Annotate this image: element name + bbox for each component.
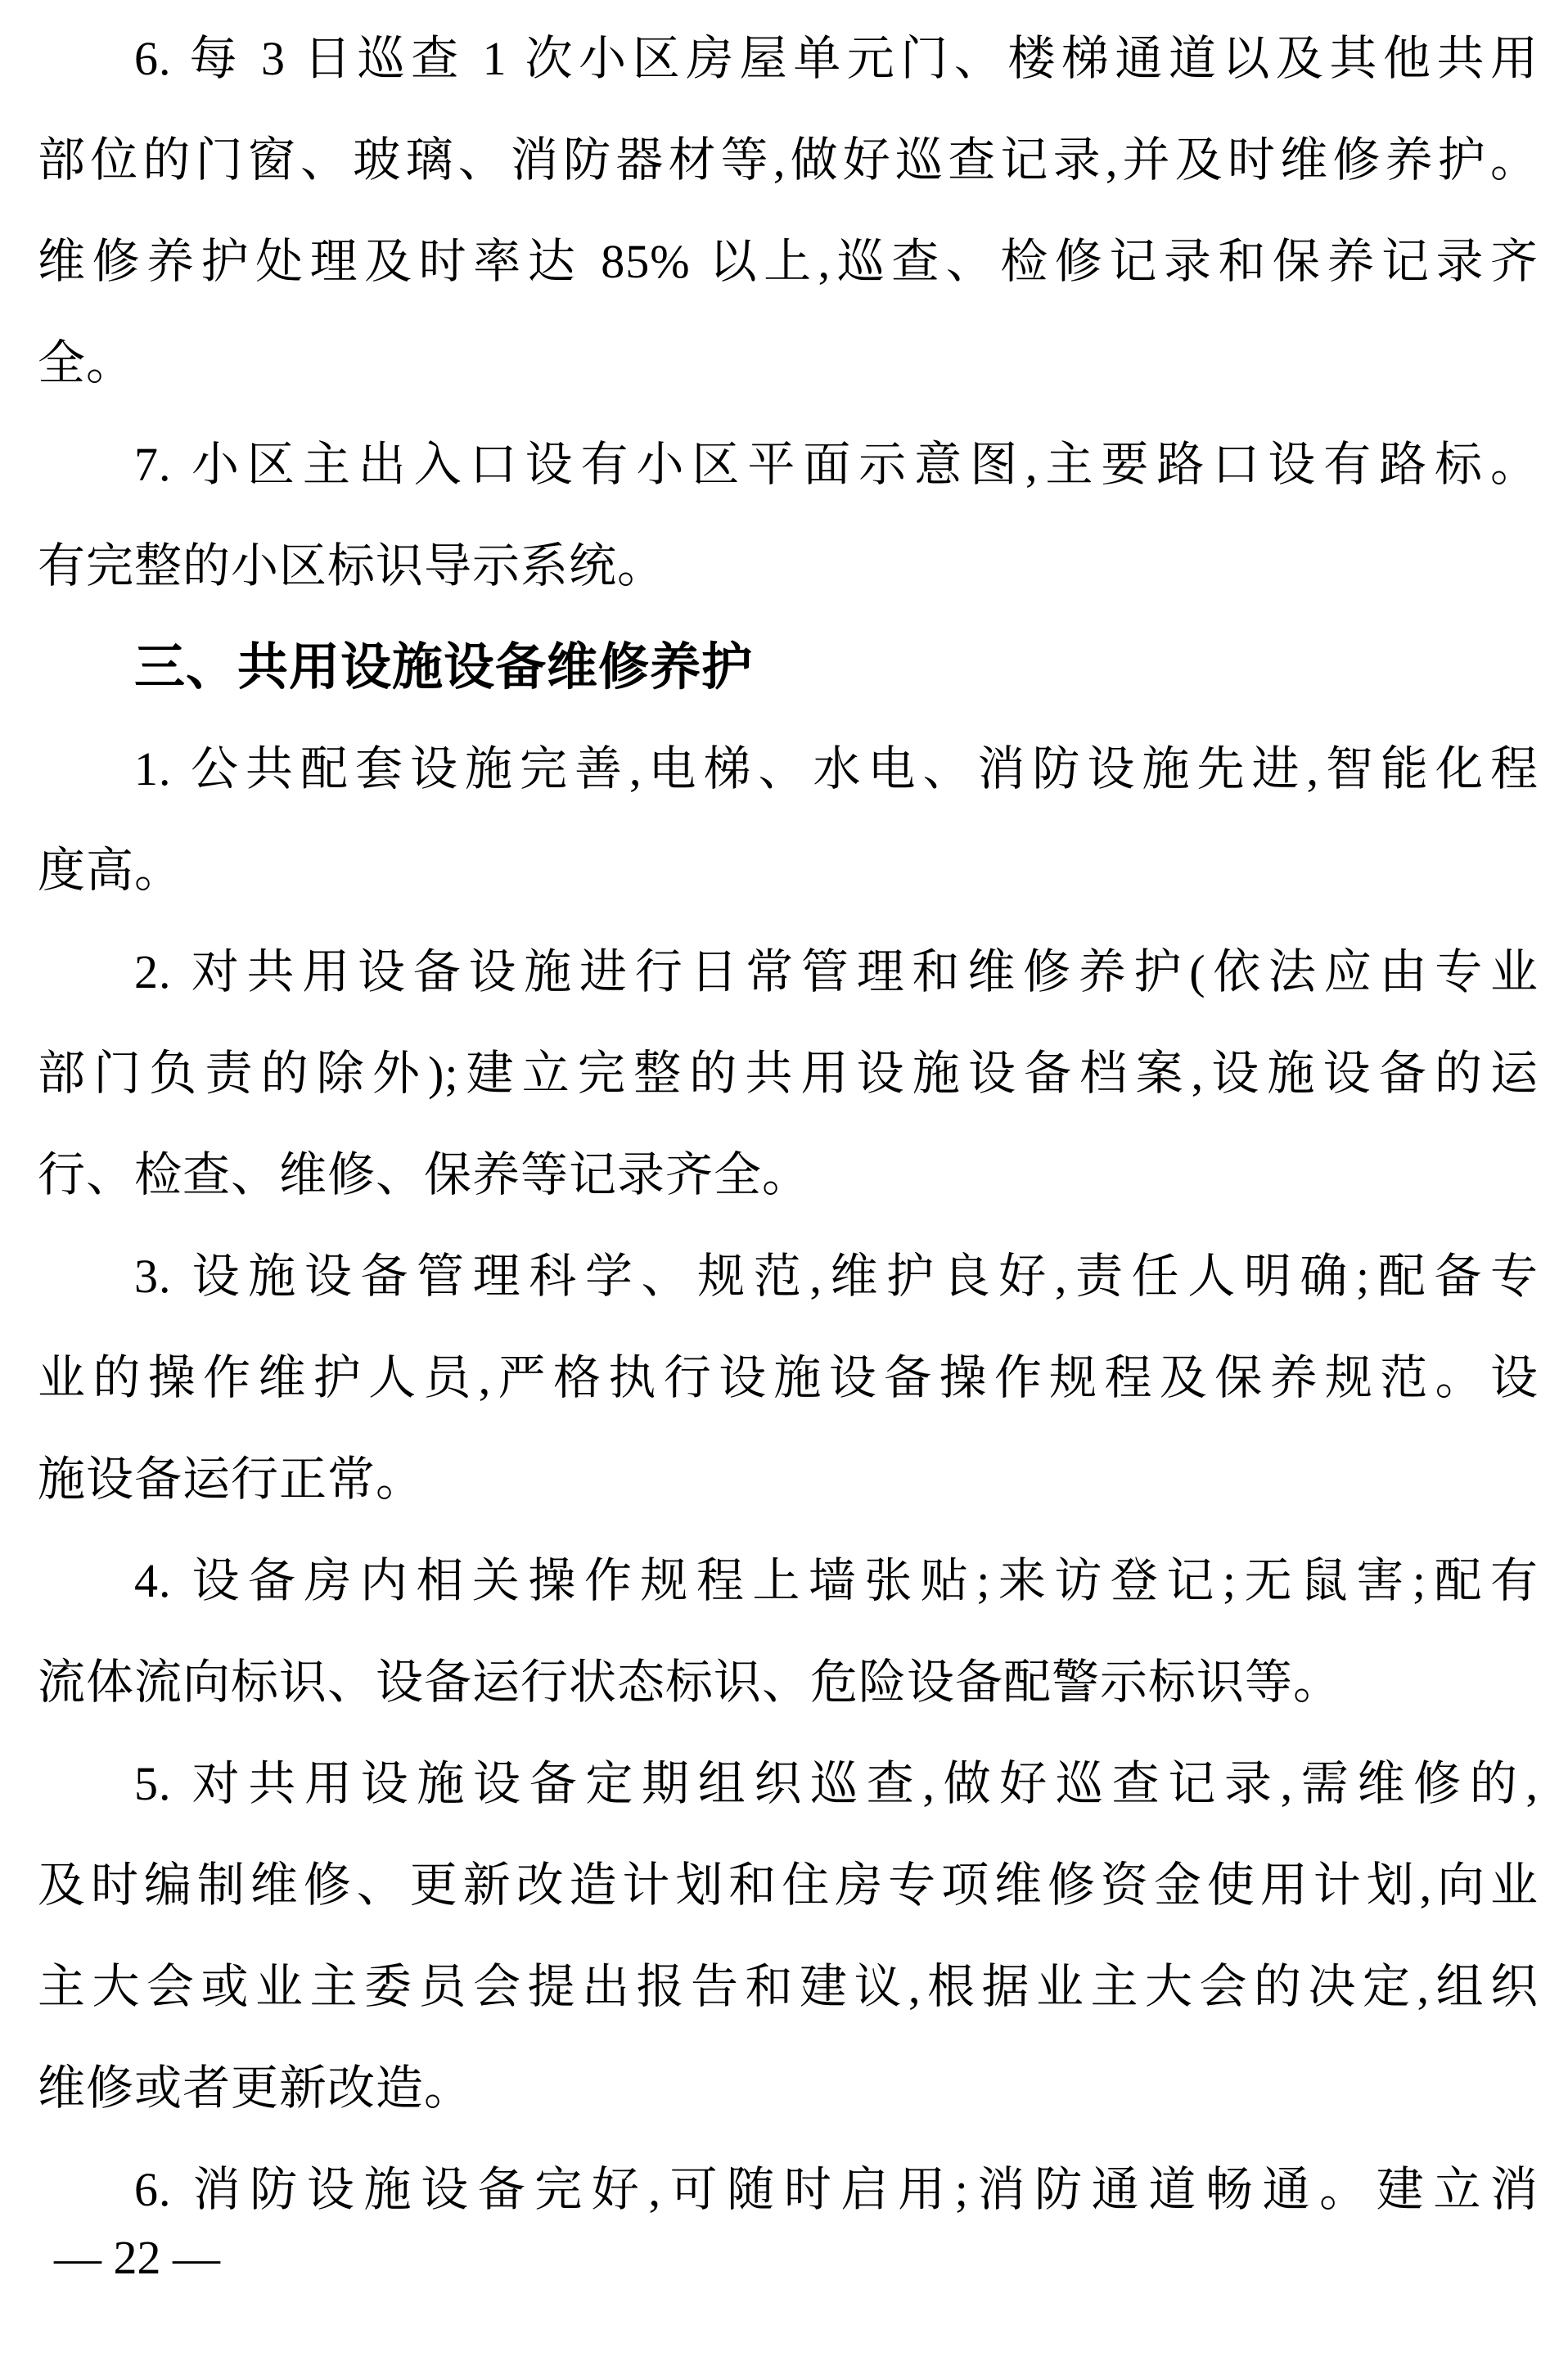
text-line: 6. 每 3 日巡查 1 次小区房屋单元门、楼梯通道以及其他共用: [134, 32, 1539, 85]
text-line: 4. 设备房内相关操作规程上墙张贴;来访登记;无鼠害;配有: [134, 1554, 1539, 1607]
text-line: 流体流向标识、设备运行状态标识、危险设备配警示标识等。: [38, 1656, 1342, 1709]
text-line: 3. 设施设备管理科学、规范,维护良好,责任人明确;配备专: [134, 1250, 1539, 1303]
text-line: 施设备运行正常。: [38, 1453, 425, 1506]
text-line: 部门负责的除外);建立完整的共用设施设备档案,设施设备的运: [38, 1047, 1539, 1100]
item-6-building-patrol: [38, 8, 1539, 414]
text-column: [38, 8, 1539, 2241]
item-1-public-facilities: [38, 719, 1539, 921]
text-line: 维修养护处理及时率达 85% 以上,巡查、检修记录和保养记录齐: [38, 235, 1539, 288]
section-3-heading: [38, 617, 1539, 719]
text-line: 全。: [38, 336, 135, 390]
item-3-scientific-management: [38, 1226, 1539, 1530]
text-line: 5. 对共用设施设备定期组织巡查,做好巡查记录,需维修的,: [134, 1757, 1539, 1810]
text-line: 主大会或业主委员会提出报告和建议,根据业主大会的决定,组织: [38, 1960, 1539, 2013]
text-line: 行、检查、维修、保养等记录齐全。: [38, 1148, 811, 1201]
text-line: 维修或者更新改造。: [38, 2061, 473, 2115]
text-line: 三、共用设施设备维修养护: [134, 639, 754, 696]
text-line: 度高。: [38, 844, 183, 897]
item-7-signage-system: [38, 414, 1539, 617]
item-2-daily-management: [38, 921, 1539, 1226]
page-number-footer: — 22 —: [54, 2231, 220, 2284]
text-line: 1. 公共配套设施完善,电梯、水电、消防设施先进,智能化程: [134, 742, 1539, 795]
text-line: 及时编制维修、更新改造计划和住房专项维修资金使用计划,向业: [38, 1859, 1539, 1912]
text-line: 6. 消防设施设备完好,可随时启用;消防通道畅通。建立消: [134, 2163, 1539, 2216]
text-line: 部位的门窗、玻璃、消防器材等,做好巡查记录,并及时维修养护。: [38, 133, 1539, 187]
item-6-fire-equipment: [38, 2139, 1539, 2241]
text-line: 7. 小区主出入口设有小区平面示意图,主要路口设有路标。: [134, 438, 1539, 491]
item-4-equipment-rooms: [38, 1530, 1539, 1733]
item-5-periodic-inspection: [38, 1733, 1539, 2139]
text-line: 2. 对共用设备设施进行日常管理和维修养护(依法应由专业: [134, 945, 1539, 998]
text-line: 业的操作维护人员,严格执行设施设备操作规程及保养规范。设: [38, 1351, 1539, 1404]
text-line: 有完整的小区标识导示系统。: [38, 539, 666, 592]
